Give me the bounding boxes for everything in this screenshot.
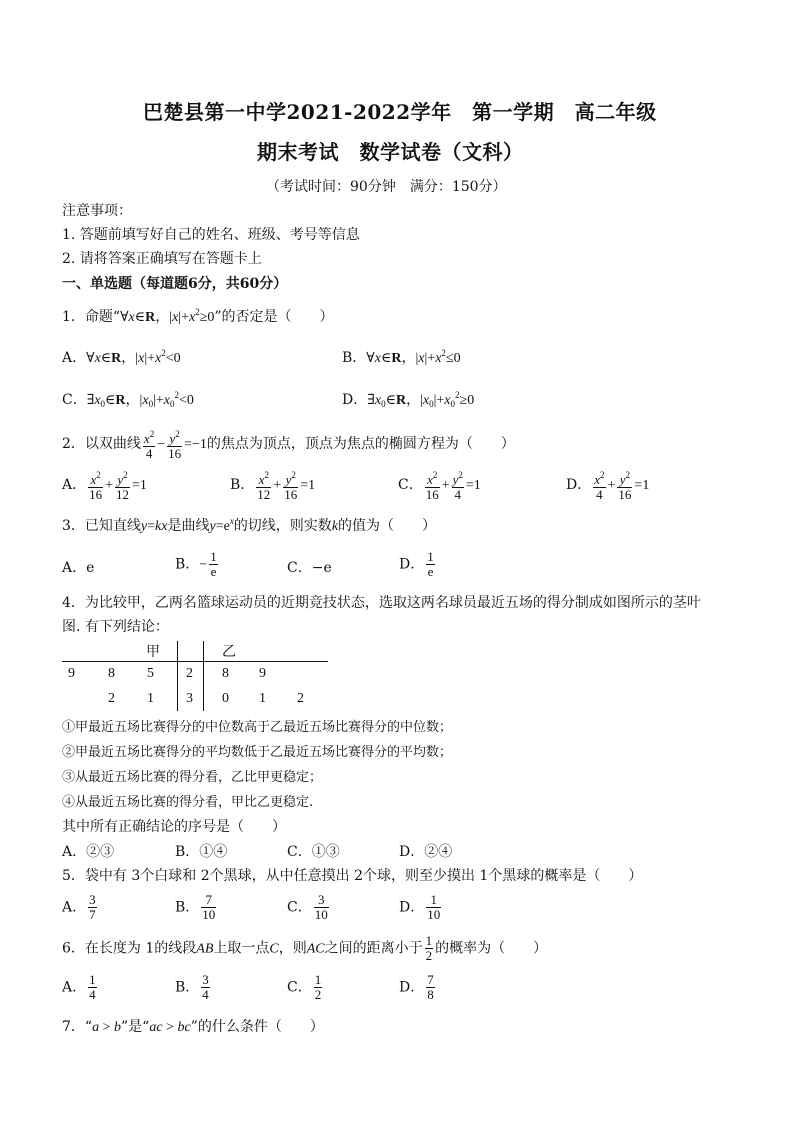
option-label: D． bbox=[342, 392, 368, 408]
q6-option-b[interactable] bbox=[175, 973, 212, 1002]
conclusion-4: ④从最近五场比赛的得分看，甲比乙更稳定. bbox=[62, 795, 314, 810]
q5-option-d[interactable] bbox=[399, 893, 443, 922]
denominator: 8 bbox=[427, 987, 434, 1002]
stem-cell: 2 bbox=[186, 666, 193, 681]
option-label: C． bbox=[62, 392, 87, 408]
q3-option-c[interactable] bbox=[287, 557, 332, 577]
q2-option-c[interactable]: C． $\frac{x^2}{16}$ + $\frac{y^2}{4}$ =1 bbox=[398, 470, 481, 502]
q7-stem-b: ”是“ bbox=[120, 1019, 150, 1035]
q2-frac-y: $\frac{y^2}{16}$ bbox=[168, 429, 182, 461]
q4-ask: 其中所有正确结论的序号是（ ） bbox=[62, 819, 286, 835]
option-label: A． bbox=[62, 979, 87, 996]
conclusion-1: ①甲最近五场比赛得分的中位数高于乙最近五场比赛得分的中位数； bbox=[62, 720, 453, 735]
option-label: C． bbox=[287, 979, 312, 996]
q5-option-a[interactable] bbox=[62, 893, 99, 922]
table-rule bbox=[62, 661, 328, 662]
exam-info: （考试时间：90分钟 满分：150分） bbox=[266, 179, 507, 195]
note-item-2: 2. 请将答案正确填写在答题卡上 bbox=[62, 251, 262, 267]
q2-stem-suffix: 的焦点为顶点，顶点为焦点的椭圆方程为（ ） bbox=[206, 436, 515, 452]
option-label: A． bbox=[62, 899, 87, 916]
leaf-cell: 5 bbox=[147, 666, 154, 681]
option-label: A． bbox=[62, 477, 87, 493]
stem-leaf-table bbox=[62, 641, 328, 711]
q2-frac-x: $\frac{x^2}{4}$ bbox=[143, 429, 155, 461]
q4-option-d[interactable]: D．②④ bbox=[399, 844, 453, 860]
numerator: 3 bbox=[314, 893, 329, 908]
question-5: 5．袋中有 3个白球和 2个黑球，从中任意摸出 2个球，则至少摸出 1个黑球的概率是（ ） bbox=[62, 868, 643, 884]
numerator: 1 bbox=[426, 893, 441, 908]
option-label: D． bbox=[399, 556, 425, 573]
denominator: 10 bbox=[202, 907, 216, 922]
numerator: 1 bbox=[89, 972, 96, 987]
q3-stem: 3．已知直线 bbox=[62, 518, 141, 534]
option-label: B． bbox=[175, 899, 200, 916]
numerator: 3 bbox=[202, 972, 209, 987]
leaf-cell: 8 bbox=[222, 666, 229, 681]
q3-option-d[interactable]: D． $\frac{1}{e}$ bbox=[399, 549, 434, 579]
q3-stem-tail: 的值为（ ） bbox=[338, 518, 437, 534]
leaf-cell: 0 bbox=[222, 691, 229, 706]
denominator: 4 bbox=[202, 987, 209, 1002]
numerator: 7 bbox=[201, 893, 216, 908]
denominator: 7 bbox=[89, 907, 96, 922]
option-label: B． bbox=[230, 477, 255, 493]
option-label: D． bbox=[566, 477, 592, 493]
page-title-line1: 巴楚县第一中学2021-2022学年 第一学期 高二年级 bbox=[143, 100, 657, 124]
q4-option-b[interactable]: B．①④ bbox=[175, 844, 228, 860]
leaf-cell: 9 bbox=[68, 666, 75, 681]
option-label: D． bbox=[399, 899, 425, 916]
leaf-cell: 9 bbox=[259, 666, 266, 681]
question-7: 7．“a > b”是“ac > bc”的什么条件（ ） bbox=[62, 1019, 324, 1035]
q6-option-d[interactable] bbox=[399, 973, 437, 1002]
q7-stem-c: ”的什么条件（ ） bbox=[190, 1019, 324, 1035]
q6-stem-d: 之间的距离小于 bbox=[324, 940, 423, 957]
q3-stem-mid: 是曲线 bbox=[167, 518, 210, 534]
option-label: B． bbox=[342, 350, 367, 366]
q3-stem-end: 的切线，则实数 bbox=[233, 518, 332, 534]
notes-heading: 注意事项： bbox=[62, 203, 132, 219]
numerator: 1 bbox=[314, 972, 322, 987]
q2-option-a[interactable]: A． $\frac{x^2}{16}$ + $\frac{y^2}{12}$ =1 bbox=[62, 470, 147, 502]
leaf-cell: 1 bbox=[259, 691, 266, 706]
stem-cell: 3 bbox=[186, 691, 193, 706]
page-title-line2: 期末考试 数学试卷（文科） bbox=[257, 140, 524, 164]
numerator: 7 bbox=[427, 972, 434, 987]
q4-option-c[interactable]: C．①③ bbox=[287, 844, 340, 860]
q6-stem-a: 6．在长度为 1的线段 bbox=[62, 940, 197, 957]
section-heading: 一、单选题（每道题6分，共60分） bbox=[62, 276, 288, 292]
q6-stem-b: 上取一点 bbox=[213, 940, 270, 957]
q6-stem-c: ，则 bbox=[278, 940, 307, 957]
table-divider-left bbox=[177, 641, 178, 711]
q2-option-b[interactable]: B． $\frac{x^2}{12}$ + $\frac{y^2}{16}$ =1 bbox=[230, 470, 316, 502]
q1-stem-prefix: 1．命题“ bbox=[62, 309, 121, 325]
conclusion-3: ③从最近五场比赛的得分看，乙比甲更稳定； bbox=[62, 770, 323, 785]
denominator: 2 bbox=[314, 987, 322, 1002]
q7-stem-a: 7．“ bbox=[62, 1019, 93, 1035]
q1-option-a[interactable]: A．∀x∈R，$|x|+x^2<0$ bbox=[62, 348, 181, 366]
numerator: 3 bbox=[89, 892, 96, 907]
q6-stem-e: 的概率为（ ） bbox=[435, 940, 548, 957]
denominator: 4 bbox=[89, 987, 96, 1002]
q3-option-a[interactable] bbox=[62, 557, 94, 577]
question-6: 6．在长度为 1的线段AB上取一点C，则AC之间的距离小于 $\frac{1}{2}$ 的概率为（ ） bbox=[62, 933, 548, 963]
option-label: B． bbox=[175, 556, 200, 573]
q5-option-b[interactable] bbox=[175, 893, 218, 922]
q1-formula: ∀x∈R，$|x|+x^2\ge 0$ bbox=[120, 307, 215, 325]
leaf-cell: 1 bbox=[147, 691, 154, 706]
option-label: B． bbox=[175, 979, 200, 996]
q6-option-c[interactable] bbox=[287, 973, 324, 1002]
header-yi: 乙 bbox=[222, 645, 236, 660]
q4-stem-line2: 图. 有下列结论： bbox=[62, 619, 169, 635]
option-label: C． bbox=[287, 899, 312, 916]
q4-option-a[interactable]: A．②③ bbox=[62, 844, 115, 860]
q1-option-b[interactable]: B．∀x∈R，$|x|+x^2\le 0$ bbox=[342, 348, 461, 366]
q1-stem-suffix: ”的否定是（ ） bbox=[214, 309, 334, 325]
leaf-cell: 2 bbox=[297, 691, 304, 706]
q1-option-d[interactable]: D．$\exists x_0\in R$，$|x_0|+x_0^2\ge 0$ bbox=[342, 390, 475, 409]
q2-option-d[interactable]: D． $\frac{x^2}{4}$ + $\frac{y^2}{16}$ =1 bbox=[566, 470, 650, 502]
option-label: D． bbox=[399, 979, 425, 996]
q6-option-a[interactable] bbox=[62, 973, 99, 1002]
question-3: 3．已知直线y=kx是曲线$y=e^x$的切线，则实数k的值为（ ） bbox=[62, 516, 437, 534]
question-2: 2．以双曲线 $\frac{x^2}{4}$ − $\frac{y^2}{16}$ =−1的焦点为顶点，顶点为焦点的椭圆方程为（ ） bbox=[62, 429, 515, 461]
leaf-cell: 2 bbox=[108, 691, 115, 706]
option-label: A．e bbox=[62, 560, 95, 576]
leaf-cell: 8 bbox=[108, 666, 115, 681]
q3-option-b[interactable]: B．− $\frac{1}{e}$ bbox=[175, 549, 217, 579]
denominator: 10 bbox=[427, 907, 441, 922]
conclusion-2: ②甲最近五场比赛得分的平均数低于乙最近五场比赛得分的平均数； bbox=[62, 745, 453, 760]
header-jia: 甲 bbox=[146, 645, 160, 660]
option-label: C． bbox=[398, 477, 423, 493]
note-item-1: 1. 答题前填写好自己的姓名、班级、考号等信息 bbox=[62, 227, 360, 243]
question-1 bbox=[62, 306, 334, 326]
q5-option-c[interactable] bbox=[287, 893, 331, 922]
q2-stem-prefix: 2．以双曲线 bbox=[62, 436, 141, 452]
q4-stem-line1: 4．为比较甲，乙两名篮球运动员的近期竞技状态，选取这两名球员最近五场的得分制成如图所示的茎叶 bbox=[62, 595, 701, 611]
table-divider-right bbox=[203, 641, 204, 711]
q1-option-c[interactable]: C．$\exists x_0\in R$，$|x_0|+x_0^2<0$ bbox=[62, 390, 194, 409]
option-label: A． bbox=[62, 350, 87, 366]
denominator: 10 bbox=[314, 907, 328, 922]
option-label: C．−e bbox=[287, 560, 332, 576]
